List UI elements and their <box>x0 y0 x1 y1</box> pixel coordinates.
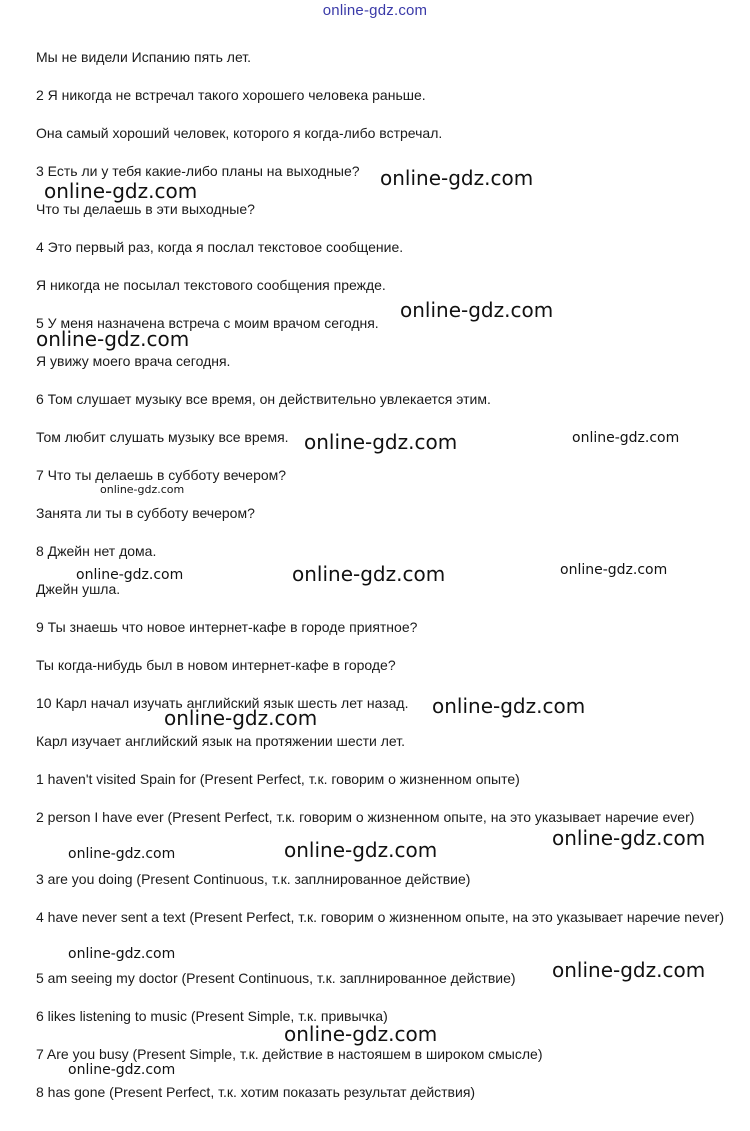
text-line: Мы не видели Испанию пять лет. <box>36 49 252 65</box>
text-line: 6 Том слушает музыку все время, он действительно увлекается этим. <box>36 391 491 407</box>
watermark: online-gdz.com <box>560 562 668 578</box>
watermark: online-gdz.com <box>432 694 586 718</box>
text-line: 3 are you doing (Present Continuous, т.к. заплнированное действие) <box>36 871 471 887</box>
watermark: online-gdz.com <box>68 946 176 962</box>
watermark: online-gdz.com <box>304 430 458 454</box>
text-line: Карл изучает английский язык на протяжении шести лет. <box>36 733 405 749</box>
text-line: 8 Джейн нет дома. <box>36 543 157 559</box>
text-line: 4 have never sent a text (Present Perfect, т.к. говорим о жизненном опыте, на это указывает наречие never) <box>36 909 724 925</box>
watermark: online-gdz.com <box>284 1022 438 1046</box>
text-line: 4 Это первый раз, когда я послал текстовое сообщение. <box>36 239 404 255</box>
watermark: online-gdz.com <box>380 166 534 190</box>
watermark: online-gdz.com <box>36 327 190 351</box>
text-line: 6 likes listening to music (Present Simple, т.к. привычка) <box>36 1008 388 1024</box>
watermark: online-gdz.com <box>76 567 184 583</box>
text-line: Что ты делаешь в эти выходные? <box>36 201 255 217</box>
text-line: 5 am seeing my doctor (Present Continuous, т.к. заплнированное действие) <box>36 970 516 986</box>
watermark: online-gdz.com <box>284 838 438 862</box>
text-line: 2 person I have ever (Present Perfect, т.к. говорим о жизненном опыте, на это указывает наречие ever) <box>36 809 695 825</box>
watermark: online-gdz.com <box>44 179 198 203</box>
watermark: online-gdz.com <box>552 958 706 982</box>
text-line: 3 Есть ли у тебя какие-либо планы на выходные? <box>36 163 360 179</box>
text-line: Я увижу моего врача сегодня. <box>36 353 231 369</box>
watermark: online-gdz.com <box>292 562 446 586</box>
watermark: online-gdz.com <box>68 1062 176 1078</box>
watermark: online-gdz.com <box>164 706 318 730</box>
site-header: online-gdz.com <box>322 2 428 19</box>
text-line: Занята ли ты в субботу вечером? <box>36 505 255 521</box>
text-line: 9 Ты знаешь что новое интернет-кафе в городе приятное? <box>36 619 418 635</box>
text-line: 1 haven't visited Spain for (Present Perfect, т.к. говорим о жизненном опыте) <box>36 771 520 787</box>
watermark: online-gdz.com <box>572 430 680 446</box>
watermark: online-gdz.com <box>68 846 176 862</box>
text-line: Она самый хороший человек, которого я когда-либо встречал. <box>36 125 443 141</box>
text-line: 7 Are you busy (Present Simple, т.к. действие в настояшем в широком смысле) <box>36 1046 543 1062</box>
text-line: 5 У меня назначена встреча с моим врачом сегодня. <box>36 315 379 331</box>
text-line: Ты когда-нибудь был в новом интернет-кафе в городе? <box>36 657 396 673</box>
watermark: online-gdz.com <box>100 483 185 496</box>
text-line: Том любит слушать музыку все время. <box>36 429 289 445</box>
text-line: Джейн ушла. <box>36 581 121 597</box>
text-line: 10 Карл начал изучать английский язык шесть лет назад. <box>36 695 409 711</box>
text-line: 7 Что ты делаешь в субботу вечером? <box>36 467 287 483</box>
watermark: online-gdz.com <box>400 298 554 322</box>
watermark: online-gdz.com <box>552 826 706 850</box>
text-line: Я никогда не посылал текстового сообщения прежде. <box>36 277 386 293</box>
text-line: 2 Я никогда не встречал такого хорошего человека раньше. <box>36 87 426 103</box>
text-line: 8 has gone (Present Perfect, т.к. хотим показать результат действия) <box>36 1084 476 1100</box>
